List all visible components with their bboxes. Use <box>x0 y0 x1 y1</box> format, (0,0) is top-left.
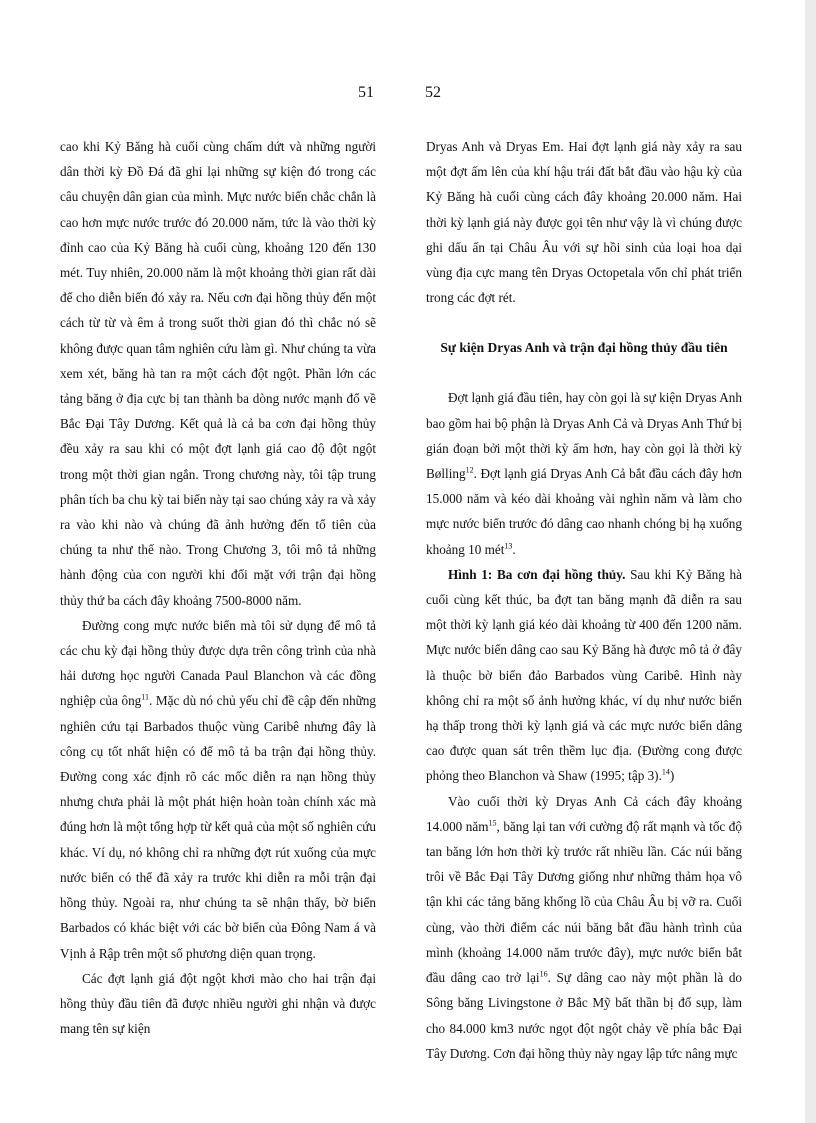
footnote-ref: 15 <box>488 818 497 828</box>
section-heading: Sự kiện Dryas Anh và trận đại hồng thủy đầu tiên <box>440 340 728 356</box>
figure-label: Hình 1: Ba cơn đại hồng thủy. <box>448 566 626 582</box>
paragraph: Các đợt lạnh giá đột ngột khơi mào cho hai trận đại hồng thủy đầu tiên đã được nhiều người ghi nhận và được mang tên sự kiện <box>60 970 376 1037</box>
footnote-ref: 12 <box>465 465 474 475</box>
page-number-right: 52 <box>425 84 441 101</box>
paragraph: cao khi Kỷ Băng hà cuối cùng chấm dứt và những người dân thời kỳ Đồ Đá đã ghi lại những sự kiện đó trong các câu chuyện dân gian của mình. Mực nước biển chắc chắn là cao hơn mực nước trước đó 20.000 năm, tức là vào thời kỳ đỉnh cao của Kỷ Băng hà cuối cùng, khoảng 120 đến 130 mét. Tuy nhiên, 20.000 năm là một khoảng thời gian rất dài để cho diễn biến đó xảy ra. Nếu cơn đại hồng thủy đến một cách từ từ và êm ả trong suốt thời gian đó thì chắc nó sẽ không được quan tâm nghiên cứu làm gì. Như chúng ta vừa xem xét, băng hà tan ra một cách đột ngột. Phần lớn các tảng băng ở địa cực bị tan thành ba dòng nước mạnh đổ về Bắc Đại Tây Dương. Kết quả là cả ba cơn đại hồng thủy đều xảy ra sau khi có một đợt lạnh giá cao độ đột ngột trong một thời gian ngắn. Trong chương này, tôi tập trung phân tích ba chu kỳ tai biến này tại sao chúng xảy ra và xảy ra vào khi nào và chúng đã ảnh hưởng đến tổ tiên của chúng ta như thế nào. Trong Chương 3, tôi mô tả những hành động của con người khi đối mặt với trận đại hồng thủy thứ ba cách đây khoảng 7500-8000 năm. <box>60 139 376 608</box>
paragraph: Đường cong mực nước biển mà tôi sử dụng để mô tả các chu kỳ đại hồng thủy được dựa trên công trình của nhà hải dương học người Canada Paul Blanchon và các đồng nghiệp của ông$^{11}$. Mặc dù nó chủ yếu chỉ đề cập đến những nghiên cứu tại Barbados thuộc vùng Caribê nhưng đây là công cụ tốt nhất hiện có để mô tả ba trận đại hồng thủy. Đường cong xác định rõ các mốc diễn ra nạn hồng thủy nhưng chưa phải là một phát hiện hoàn toàn chính xác mà đúng hơn là một tổng hợp từ kết quả của một số nghiên cứu khác. Ví dụ, nó không chỉ ra những đợt rút xuống của mực nước biển có thể đã xảy ra trước khi diễn ra mỗi trận đại hồng thủy. Ngoài ra, như chúng ta sẽ nhận thấy, bờ biển Barbados có khác biệt với các bờ biển của Đông Nam á và Vịnh ả Rập trên một số phương diện quan trọng. <box>60 617 376 961</box>
left-column <box>60 134 376 1041</box>
footnote-ref: 14 <box>661 768 670 778</box>
footnote-ref: 16 <box>539 969 548 979</box>
page-number-left: 51 <box>358 84 374 101</box>
footnote-ref: 13 <box>504 541 513 551</box>
figure-caption: Hình 1: Ba cơn đại hồng thủy. Sau khi Kỷ Băng hà cuối cùng kết thúc, ba đợt tan băng mạnh đã diễn ra sau một thời kỳ lạnh giá kéo dài khoảng từ 400 đến 1200 năm. Mực nước biển dâng cao sau Kỷ Băng hà được mô tả ở đây là thuộc bờ biển đảo Barbados vùng Caribê. Hình này không chỉ ra một số ảnh hưởng khác, ví dụ như nước biển hạ thấp trong thời kỳ lạnh giá và các mực nước biển dâng cao được quan sát trên thềm lục địa. (Đường cong được phỏng theo Blanchon và Shaw (1995; tập 3).$^{14}$) <box>426 566 742 784</box>
paragraph: Dryas Anh và Dryas Em. Hai đợt lạnh giá này xảy ra sau một đợt ấm lên của khí hậu trái đất bắt đầu vào hậu kỳ của Kỷ Băng hà cuối cùng cách đây khoảng 20.000 năm. Hai thời kỳ lạnh giá này được gọi tên như vậy là vì chúng được ghi dấu ấn tại Châu Âu với sự hồi sinh của loại hoa dại vùng địa cực mang tên Dryas Octopetala vốn chỉ phát triển trong các đợt rét. <box>426 139 742 306</box>
footnote-ref: 11 <box>141 693 149 703</box>
page-edge-shadow <box>805 0 816 1123</box>
right-column <box>426 134 742 1066</box>
paragraph: Vào cuối thời kỳ Dryas Anh Cả cách đây khoảng 14.000 năm$^{15}$, băng lại tan với cường độ rất mạnh và tốc độ tan băng lớn hơn thời kỳ trước rất nhiều lần. Các núi băng trôi về Bắc Đại Tây Dương giống như những thảm họa vô tận khi các tảng băng khổng lồ của Châu Âu bị vỡ ra. Cuối cùng, vào thời điểm các núi băng bắt đầu hành trình của mình (khoảng 14.000 năm trước đây), mực nước biển bắt đầu dâng cao trở lại$^{16}$. Sự dâng cao này một phần là do Sông băng Livingstone ở Bắc Mỹ bất thần bị đổ sụp, làm cho 84.000 km3 nước ngọt đột ngột chảy về phía bắc Đại Tây Dương. Cơn đại hồng thủy này ngay lập tức nâng mực <box>426 793 743 1061</box>
paragraph: Đợt lạnh giá đầu tiên, hay còn gọi là sự kiện Dryas Anh bao gồm hai bộ phận là Dryas Anh Cả và Dryas Anh Thứ bị gián đoạn bởi một thời kỳ ấm hơn, hay còn gọi là thời kỳ Bølling$^{12}$. Đợt lạnh giá Dryas Anh Cả bắt đầu cách đây hơn 15.000 năm và kéo dài khoảng vài nghìn năm và làm cho mực nước biển trước đó dâng cao nhanh chóng bị hạ xuống khoảng 10 mét$^{13}$. <box>426 390 742 557</box>
